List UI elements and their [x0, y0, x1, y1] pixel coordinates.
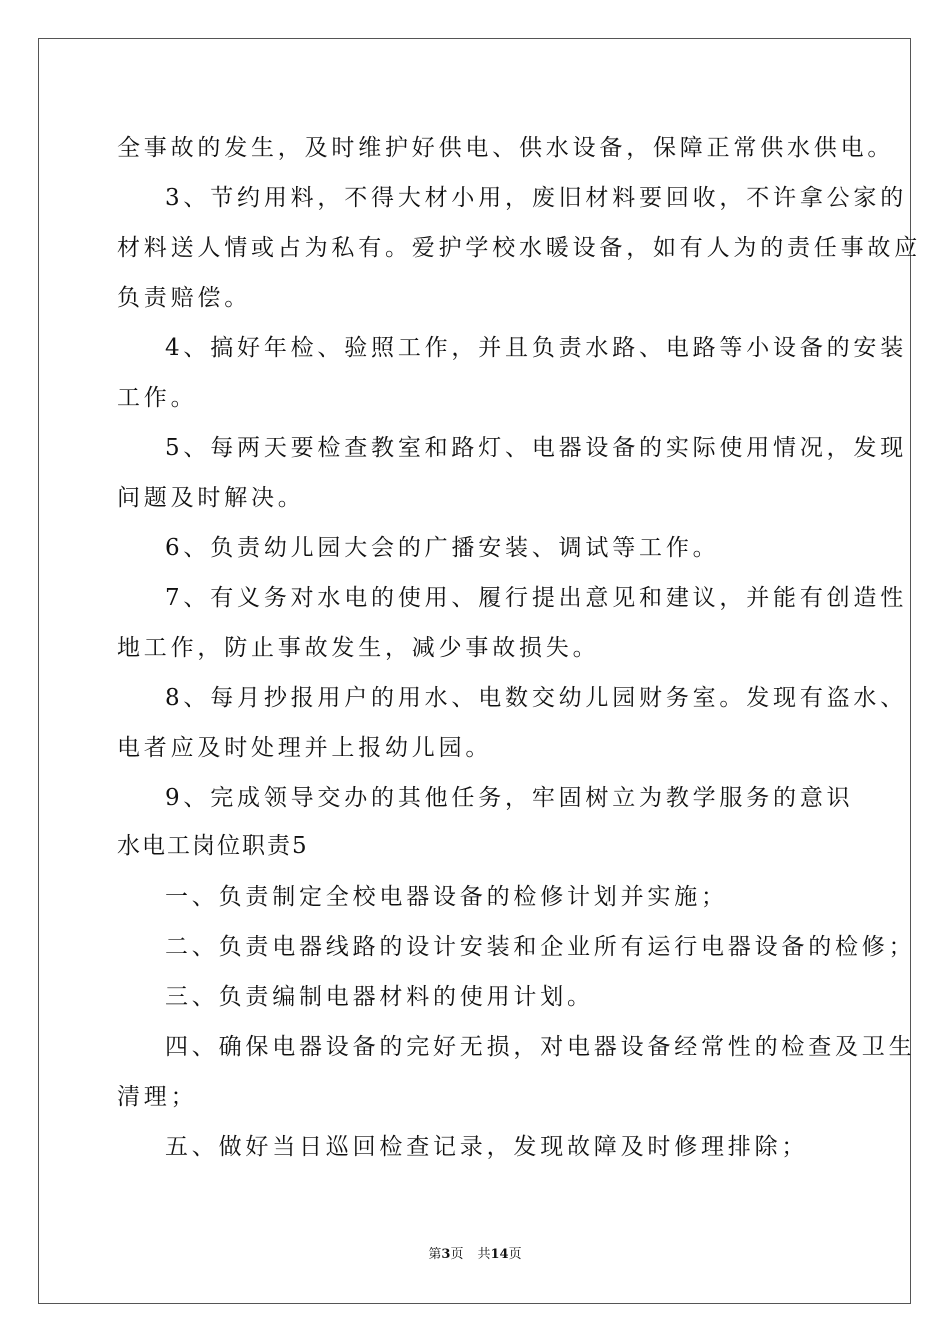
text-line: 地工作，防止事故发生，减少事故损失。 — [117, 635, 600, 661]
text-line: 3、节约用料，不得大材小用，废旧材料要回收，不许拿公家的 — [165, 185, 908, 211]
text-line: 三、负责编制电器材料的使用计划。 — [165, 984, 594, 1010]
total-suffix: 页 — [508, 1247, 522, 1262]
page-prefix: 第 — [428, 1247, 442, 1262]
text-line: 全事故的发生，及时维护好供电、供水设备，保障正常供水供电。 — [117, 135, 895, 161]
total-page-number: 14 — [490, 1247, 509, 1262]
current-page-number: 3 — [441, 1247, 451, 1262]
text-line: 负责赔偿。 — [117, 285, 251, 311]
text-line: 五、做好当日巡回检查记录，发现故障及时修理排除； — [165, 1134, 809, 1160]
text-line: 5、每两天要检查教室和路灯、电器设备的实际使用情况，发现 — [165, 435, 908, 461]
page-suffix: 页 — [450, 1247, 464, 1262]
text-line: 7、有义务对水电的使用、履行提出意见和建议，并能有创造性 — [165, 585, 908, 611]
text-line: 工作。 — [117, 385, 198, 411]
text-line: 4、搞好年检、验照工作，并且负责水路、电路等小设备的安装 — [165, 335, 908, 361]
text-line: 电者应及时处理并上报幼儿园。 — [117, 735, 493, 761]
text-line: 问题及时解决。 — [117, 485, 305, 511]
page-footer — [0, 1247, 950, 1263]
text-line: 二、负责电器线路的设计安装和企业所有运行电器设备的检修； — [165, 934, 916, 960]
text-line: 清理； — [117, 1084, 198, 1110]
section-heading: 水电工岗位职责5 — [117, 833, 309, 859]
text-line: 8、每月抄报用户的用水、电数交幼儿园财务室。发现有盗水、 — [165, 685, 908, 711]
text-line: 一、负责制定全校电器设备的检修计划并实施； — [165, 884, 728, 910]
page-border — [38, 38, 911, 1304]
text-line: 6、负责幼儿园大会的广播安装、调试等工作。 — [165, 535, 720, 561]
text-line: 9、完成领导交办的其他任务，牢固树立为教学服务的意识 — [165, 785, 854, 811]
text-line: 四、确保电器设备的完好无损，对电器设备经常性的检查及卫生 — [165, 1034, 916, 1060]
text-line: 材料送人情或占为私有。爱护学校水暖设备，如有人为的责任事故应 — [117, 235, 921, 261]
total-prefix: 共 — [477, 1247, 491, 1262]
